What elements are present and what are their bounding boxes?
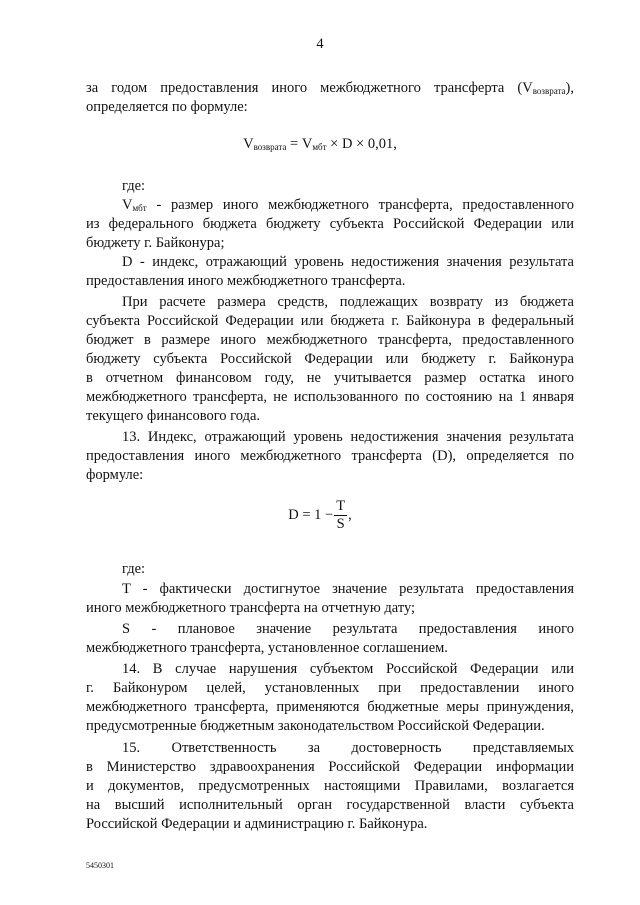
definition-line: межбюджетного трансферта, установленное соглашением. xyxy=(86,640,448,656)
paragraph-line: формуле: xyxy=(86,467,144,483)
paragraph-line: на высший исполнительный орган государственной власти субъекта xyxy=(86,797,574,813)
paragraph-line: межбюджетного трансферта, не использованного по состоянию на 1 января xyxy=(86,389,574,405)
paragraph-line: При расчете размера средств, подлежащих возврату из бюджета xyxy=(122,294,574,310)
paragraph-line: 14. В случае нарушения субъектом Российской Федерации или xyxy=(122,661,574,677)
definition-line: иного межбюджетного трансферта на отчетную дату; xyxy=(86,600,416,616)
definition-line: предоставления иного межбюджетного трансферта. xyxy=(86,273,406,289)
where-label: где: xyxy=(122,561,146,577)
paragraph-line: межбюджетного трансферта, применяются бюджетные меры принуждения, xyxy=(86,699,574,715)
definition-line: T - фактически достигнутое значение результата предоставления xyxy=(122,581,574,597)
paragraph-line: за годом предоставления иного межбюджетного трансферта $(V_{возврата})$, xyxy=(86,80,574,96)
page-number: 4 xyxy=(316,36,324,52)
paragraph-line: в Министерство здравоохранения Российской Федерации информации xyxy=(86,759,574,775)
paragraph-line: в отчетном финансовом году, не учитывается размер остатка иного xyxy=(86,370,574,386)
definition-line: $V_{мбт}$ - размер иного межбюджетного трансферта, предоставленного xyxy=(122,197,574,213)
paragraph-line: текущего финансового года. xyxy=(86,408,261,424)
paragraph-line: субъекта Российской Федерации или бюджета г. Байконура в федеральный xyxy=(86,313,574,329)
paragraph-line: бюджет в размере иного межбюджетного трансферта, предоставленного xyxy=(86,332,574,348)
definition-line: бюджету г. Байконура; xyxy=(86,235,225,251)
paragraph-line: предоставления иного межбюджетного трансферта (D), определяется по xyxy=(86,448,574,464)
paragraph-line: бюджету субъекта Российской Федерации или бюджету г. Байконура xyxy=(86,351,574,367)
document-code: 5450301 xyxy=(86,861,114,870)
fraction: $\frac{T}{S}$ xyxy=(336,498,346,532)
paragraph-line: и документов, предусмотренных настоящими Правилами, возлагается xyxy=(86,778,574,794)
formula-v-vozvrata: $V_{возврата} = V_{мбт} \times D \times 0,01$, xyxy=(243,136,397,152)
formula-d: D = 1 − $\frac{T}{S}$ , xyxy=(288,498,352,532)
paragraph-line: г. Байконуром целей, установленных при предоставлении иного xyxy=(86,680,574,696)
paragraph-line: предусмотренные бюджетным законодательством Российской Федерации. xyxy=(86,718,545,734)
paragraph-line: 13. Индекс, отражающий уровень недостижения значения результата xyxy=(122,429,574,445)
definition-line: из федерального бюджета бюджету субъекта Российской Федерации или xyxy=(86,216,574,232)
where-label: где: xyxy=(122,178,146,194)
paragraph-line: Российской Федерации и администрацию г. Байконура. xyxy=(86,816,428,832)
definition-line: D - индекс, отражающий уровень недостижения значения результата xyxy=(122,254,574,270)
paragraph-line: определяется по формуле: xyxy=(86,99,248,115)
paragraph-line: 15. Ответственность за достоверность представляемых xyxy=(122,740,574,756)
definition-line: S - плановое значение результата предоставления иного xyxy=(122,621,574,637)
